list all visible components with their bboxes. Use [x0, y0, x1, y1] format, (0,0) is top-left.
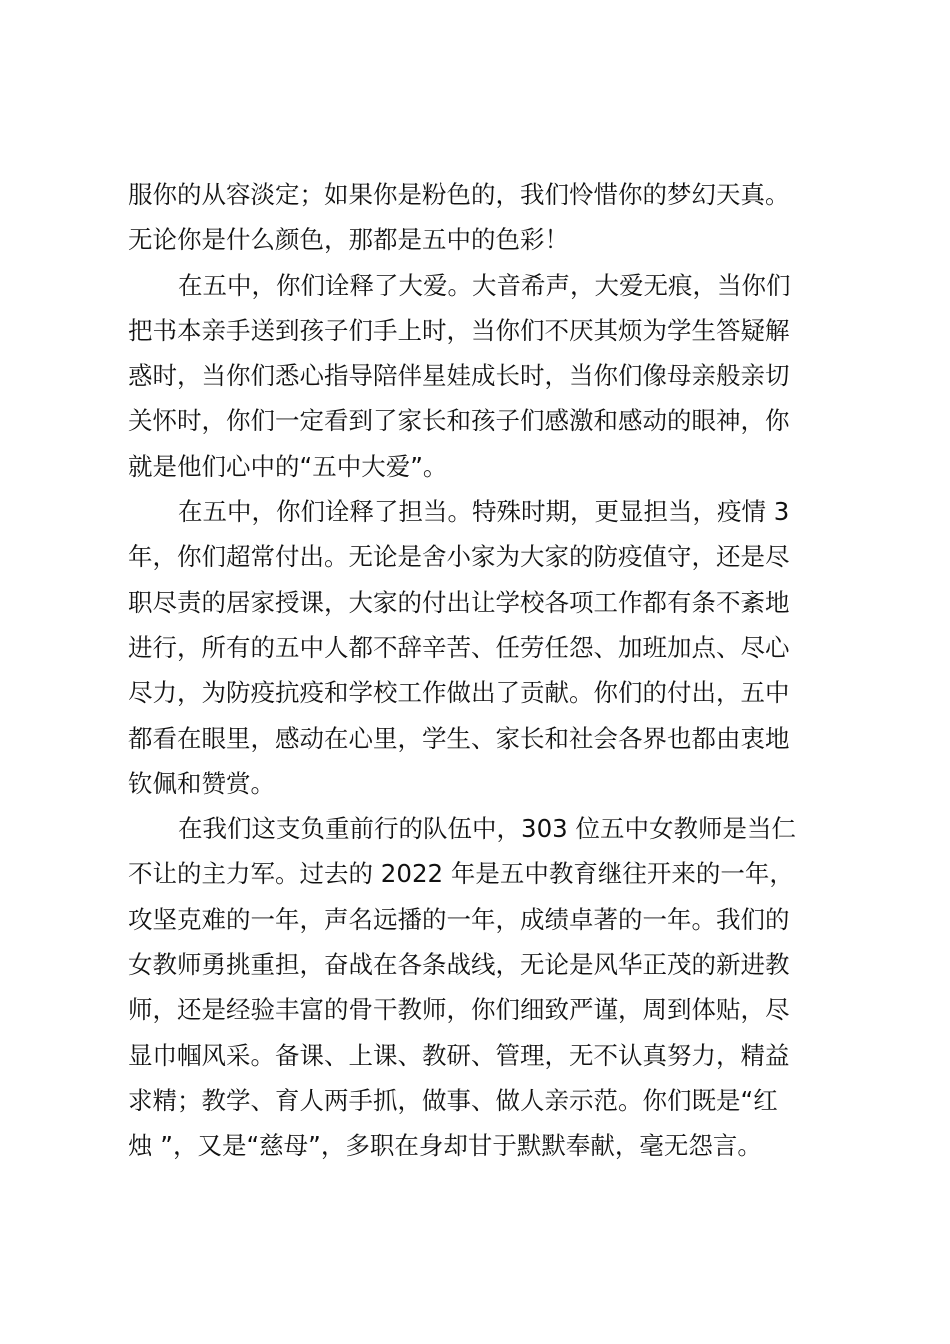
text-line: 进行，所有的五中人都不辞辛苦、任劳任怨、加班加点、尽心 [128, 632, 790, 662]
text-line: 师，还是经验丰富的骨干教师，你们细致严谨，周到体贴，尽 [128, 995, 790, 1025]
text-line: 不让的主力军。过去的 2022 年是五中教育继往开来的一年， [128, 859, 794, 889]
paragraph-first-line: 在五中，你们诠释了担当。特殊时期，更显担当，疫情 3 [178, 497, 790, 527]
paragraph-first-line: 在我们这支负重前行的队伍中，303 位五中女教师是当仁 [178, 814, 797, 844]
text-line: 年，你们超常付出。无论是舍小家为大家的防疫值守，还是尽 [128, 542, 790, 572]
text-line: 服你的从容淡定；如果你是粉色的，我们怜惜你的梦幻天真。 [128, 180, 790, 209]
text-line: 都看在眼里，感动在心里，学生、家长和社会各界也都由衷地 [128, 723, 790, 753]
text-line: 无论你是什么颜色，那都是五中的色彩！ [128, 225, 569, 255]
text-line: 关怀时，你们一定看到了家长和孩子们感激和感动的眼神，你 [128, 406, 790, 436]
paragraph-first-line: 在五中，你们诠释了大爱。大音希声，大爱无痕，当你们 [178, 270, 791, 300]
text-line: 尽力，为防疫抗疫和学校工作做出了贡献。你们的付出，五中 [128, 678, 790, 708]
text-line: 职尽责的居家授课，大家的付出让学校各项工作都有条不紊地 [128, 587, 790, 617]
text-line: 钦佩和赞赏。 [128, 768, 275, 798]
text-line: 把书本亲手送到孩子们手上时，当你们不厌其烦为学生答疑解 [128, 315, 790, 345]
body-text [128, 172, 832, 1169]
text-line: 求精；教学、育人两手抓，做事、做人亲示范。你们既是“红 [128, 1085, 778, 1115]
text-line: 惑时，当你们悉心指导陪伴星娃成长时，当你们像母亲般亲切 [128, 361, 790, 391]
text-line: 就是他们心中的“五中大爱”。 [128, 451, 448, 481]
text-line: 显巾帼风采。备课、上课、教研、管理，无不认真努力，精益 [128, 1040, 790, 1070]
text-line: 烛 ”，又是“慈母”，多职在身却甘于默默奉献，毫无怨言。 [128, 1131, 762, 1161]
text-line: 女教师勇挑重担，奋战在各条战线，无论是风华正茂的新进教 [128, 950, 790, 980]
text-line: 攻坚克难的一年，声名远播的一年，成绩卓著的一年。我们的 [128, 904, 790, 934]
